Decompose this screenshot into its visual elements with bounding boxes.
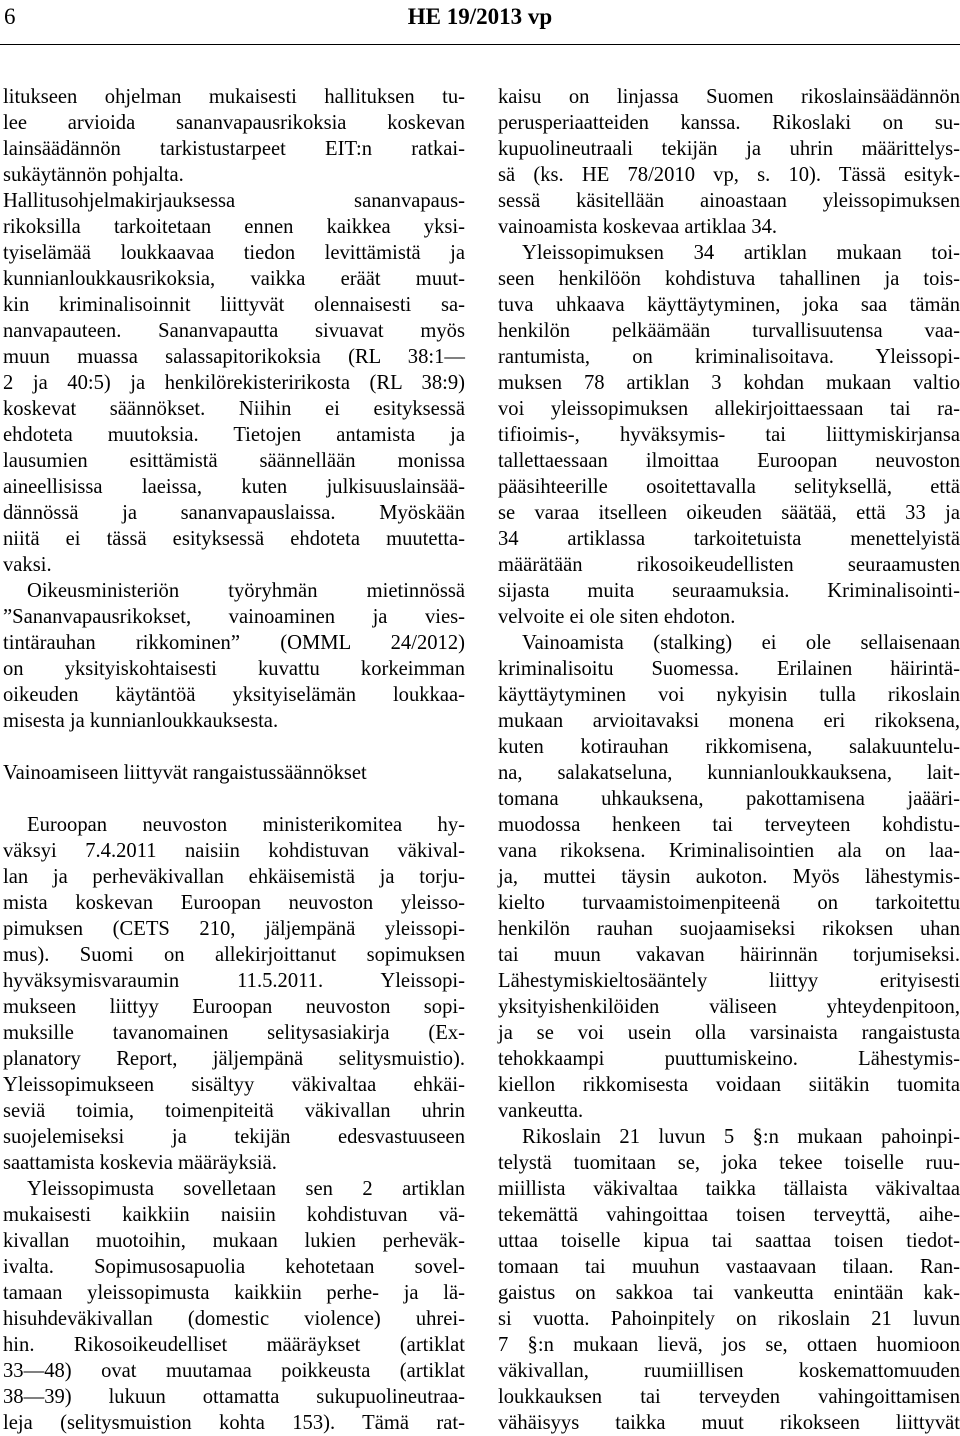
text-line: tai muun vakavan häirinnän torjumiseksi. [498, 944, 960, 966]
text-line: mukseen liittyy Euroopan neuvoston sopi- [3, 996, 465, 1018]
text-line: kin kriminalisoinnit liittyvät olennaisesti sa- [3, 294, 465, 316]
text-line: Yleissopimuksen 34 artiklan mukaan toi- [522, 242, 960, 264]
text-line: kuten kotirauhan rikkomisena, salakuuntelu- [498, 736, 960, 758]
text-line: hyväksymisvaraumin 11.5.2011. Yleissopi- [3, 970, 465, 992]
text-line: lainsäädännön tarkistustarpeet EIT:n ratkai- [3, 138, 465, 160]
text-line: misesta ja kunnianloukkauksesta. [3, 710, 279, 732]
text-line: tyiselämää loukkaavaa tiedon levittämistä ja [3, 242, 465, 264]
text-line: seen henkilöön kohdistuva tahallinen ja tois- [498, 268, 960, 290]
text-line: tuva uhkaava käyttäytyminen, joka saa tämän [498, 294, 960, 316]
document-id: HE 19/2013 vp [407, 4, 553, 29]
page-number: 6 [4, 4, 16, 29]
text-line: muksen 78 artiklan 3 kohdan mukaan valtio [498, 372, 960, 394]
text-line: velvoite ei ole siten ehdoton. [498, 606, 736, 628]
text-line: se varaa itselleen oikeuden säätää, että 33 ja [498, 502, 960, 524]
page-header [0, 0, 960, 44]
text-line: pääsihteerille osoitettavalla selityksellä, että [498, 476, 960, 498]
text-line: telystä tuomitaan se, joka tekee toiselle ruu- [498, 1152, 960, 1174]
paragraph [498, 240, 960, 630]
left-column [3, 84, 465, 1436]
text-line: yksityishenkilöiden väliseen yhteydenpitoon, [498, 996, 960, 1018]
text-line: vähäisyys taikka muut rikokseen liittyvät [498, 1412, 960, 1434]
text-line: mukaan arvioitavaksi monena eri rikoksena, [498, 710, 960, 732]
text-line: Lähestymiskieltosääntely liittyy erityisesti [498, 970, 960, 992]
text-line: muun muassa salassapitorikoksia (RL 38:1— [3, 346, 465, 368]
text-line: väkivallan, ruumiillisen koskemattomuuden [498, 1360, 960, 1382]
text-line: oikeuden käytäntöä yksityiselämän loukkaa- [3, 684, 465, 706]
text-line: henkilön pelkäämään turvallisuutensa vaa- [498, 320, 960, 342]
text-line: lan ja perheväkivallan ehkäisemistä ja torju- [3, 866, 465, 888]
text-line: Rikoslain 21 luvun 5 §:n mukaan pahoinpi- [522, 1126, 960, 1148]
text-line: si vuotta. Pahoinpitely on rikoslain 21 luvun [498, 1308, 960, 1330]
text-line: seviä toimia, toimenpiteitä väkivallan uhrin [3, 1100, 465, 1122]
text-line: niitä ei tässä esityksessä ehdoteta muutetta- [3, 528, 465, 550]
text-line: lee arvioida sananvapausrikoksia koskevan [3, 112, 465, 134]
text-line: 2 ja 40:5) ja henkilörekisteririkosta (RL 38:9) [3, 372, 465, 394]
header-rule [0, 44, 960, 45]
text-line: leja (selitysmuistion kohta 153). Tämä rat- [3, 1412, 465, 1434]
text-line: 38—39) lukuun ottamatta sukupuolineutraa- [3, 1386, 465, 1408]
text-line: sä (ks. HE 78/2010 vp, s. 10). Tässä esityk- [498, 164, 960, 186]
text-line: Yleissopimukseen sisältyy väkivaltaa ehkäi- [3, 1074, 465, 1096]
text-line: 7 §:n mukaan lievä, jos se, ottaen huomioon [498, 1334, 960, 1356]
text-line: ”Sananvapausrikokset, vainoaminen ja vies- [3, 606, 465, 628]
text-line: Vainoamista (stalking) ei ole sellaisenaan [522, 632, 960, 654]
text-line: hisuhdeväkivallan (domestic violence) uhrei- [3, 1308, 465, 1330]
text-line: tintärauhan rikkominen” (OMML 24/2012) [3, 632, 465, 654]
text-line: tehokkaampi puuttumiskeino. Lähestymis- [498, 1048, 960, 1070]
text-line: vankeutta. [498, 1100, 584, 1122]
text-line: tifioimis-, hyväksymis- tai liittymiskirjansa [498, 424, 960, 446]
text-line: kupuolineutraali tekijän ja uhrin määrittelys- [498, 138, 960, 160]
text-line: kaisu on linjassa Suomen rikoslainsäädännön [498, 86, 960, 108]
text-line: mukaisesti kaikkiin naisiin kohdistuvan vä- [3, 1204, 465, 1226]
text-line: on yksityiskohtaisesti kuvattu korkeimman [3, 658, 465, 680]
text-line: lausumien esittämistä säännellään monissa [3, 450, 465, 472]
text-line: kielto turvaamistoimenpiteenä on tarkoitettu [498, 892, 960, 914]
text-line: mista koskevan Euroopan neuvoston yleisso- [3, 892, 465, 914]
text-line: saattamista koskevia määräyksiä. [3, 1152, 277, 1174]
text-line: na, salakatseluna, kunnianloukkauksena, lait- [498, 762, 960, 784]
text-line: mus). Suomi on allekirjoittanut sopimuksen [3, 944, 465, 966]
paragraph [498, 84, 960, 240]
text-line: ehdoteta muutoksia. Tietojen antamista ja [3, 424, 465, 446]
text-line: planatory Report, jäljempänä selitysmuistio). [3, 1048, 465, 1070]
text-line: 34 artiklassa tarkoitetuista menettelyistä [498, 528, 960, 550]
text-line: koskevat säännökset. Niihin ei esityksessä [3, 398, 465, 420]
text-line: vainoamista koskevaa artiklaa 34. [498, 216, 778, 238]
text-line: muksille tavanomainen selitysasiakirja (Ex- [3, 1022, 465, 1044]
text-line: miillista väkivaltaa taikka tällaista väkivaltaa [498, 1178, 960, 1200]
text-line: ivalta. Sopimusosapuolia kehotetaan sovel- [3, 1256, 465, 1278]
text-line: sijasta muita seuraamuksia. Kriminalisointi- [498, 580, 960, 602]
text-line: Hallitusohjelmakirjauksessa sananvapaus- [3, 190, 465, 212]
text-line: dännössä ja sananvapauslaissa. Myöskään [3, 502, 465, 524]
text-line: määrätään rikosoikeudellisten seuraamusten [498, 554, 960, 576]
paragraph [498, 630, 960, 1124]
text-line: väksyi 7.4.2011 naisiin kohdistuvan väkival- [3, 840, 465, 862]
text-line: tomaan tai muuhun vastaavaan tilaan. Ran- [498, 1256, 960, 1278]
text-line: vana rikoksena. Kriminalisointien ala on laa- [498, 840, 960, 862]
paragraph [3, 84, 465, 578]
text-line: litukseen ohjelman mukaisesti hallituksen tu- [3, 86, 465, 108]
text-line: vaksi. [3, 554, 52, 576]
text-line: uttaa toiselle kipua tai saattaa toisen tiedot- [498, 1230, 960, 1252]
paragraph [3, 812, 465, 1176]
text-line: pimuksen (CETS 210, jäljempänä yleissopi- [3, 918, 465, 940]
text-line: Euroopan neuvoston ministerikomitea hy- [27, 814, 465, 836]
text-line: henkilön rauhan suojaamiseksi rikoksen uhan [498, 918, 960, 940]
text-line: perusperiaatteiden kanssa. Rikoslaki on su- [498, 112, 960, 134]
text-line: tamaan yleissopimusta kaikkiin perhe- ja lä- [3, 1282, 465, 1304]
text-line: kiellon rikkomisesta voidaan siitäkin tuomita [498, 1074, 960, 1096]
paragraph [498, 1124, 960, 1436]
text-line: rikoksilla tarkoitetaan ennen kaikkea yksi- [3, 216, 465, 238]
text-line: muodossa henkeen tai terveyteen kohdistu- [498, 814, 960, 836]
text-line: aineellisissa laeissa, kuten julkisuuslainsää- [3, 476, 465, 498]
paragraph [3, 578, 465, 734]
text-line: ja se voi usein olla varsinaista rangaistusta [498, 1022, 960, 1044]
text-line: tekemättä vahingoittaa toisen terveyttä, aihe- [498, 1204, 960, 1226]
right-column [498, 84, 960, 1436]
text-line: sukäytännön pohjalta. [3, 164, 184, 186]
subheading-text: Vainoamiseen liittyvät rangaistussäännökset [3, 762, 367, 784]
text-line: kivallan muotoihin, mukaan lukien perheväk- [3, 1230, 465, 1252]
text-line: voi yleissopimuksen allekirjoittaessaan tai ra- [498, 398, 960, 420]
text-line: tomana uhkauksena, pakottamisena jaääri- [498, 788, 960, 810]
text-line: tallettaessaan ilmoittaa Euroopan neuvoston [498, 450, 960, 472]
text-line: ja, muttei täysin aukoton. Myös lähestymis- [498, 866, 960, 888]
text-line: kriminalisoitu Suomessa. Erilainen häirintä- [498, 658, 960, 680]
paragraph [3, 1176, 465, 1436]
text-line: nanvapauteen. Sananvapautta sivuavat myös [3, 320, 465, 342]
text-line: sessä käsitellään ainoastaan yleissopimuksen [498, 190, 960, 212]
text-line: Oikeusministeriön työryhmän mietinnössä [27, 580, 465, 602]
section-subheading [3, 760, 465, 786]
text-line: hin. Rikosoikeudelliset määräykset (artiklat [3, 1334, 465, 1356]
text-line: Yleissopimusta sovelletaan sen 2 artiklan [27, 1178, 465, 1200]
text-line: 33—48) ovat muutamaa poikkeusta (artiklat [3, 1360, 465, 1382]
text-line: suojelemiseksi ja tekijän edesvastuuseen [3, 1126, 465, 1148]
text-line: gaistus on sakkoa tai vankeutta enintään kak- [498, 1282, 960, 1304]
text-line: loukkauksen tai terveyden vahingoittamisen [498, 1386, 960, 1408]
text-line: kunnianloukkausrikoksia, vaikka eräät muut- [3, 268, 465, 290]
text-line: käyttäytyminen voi nykyisin tulla rikoslain [498, 684, 960, 706]
text-line: rantumista, on kriminalisoitava. Yleissopi- [498, 346, 960, 368]
